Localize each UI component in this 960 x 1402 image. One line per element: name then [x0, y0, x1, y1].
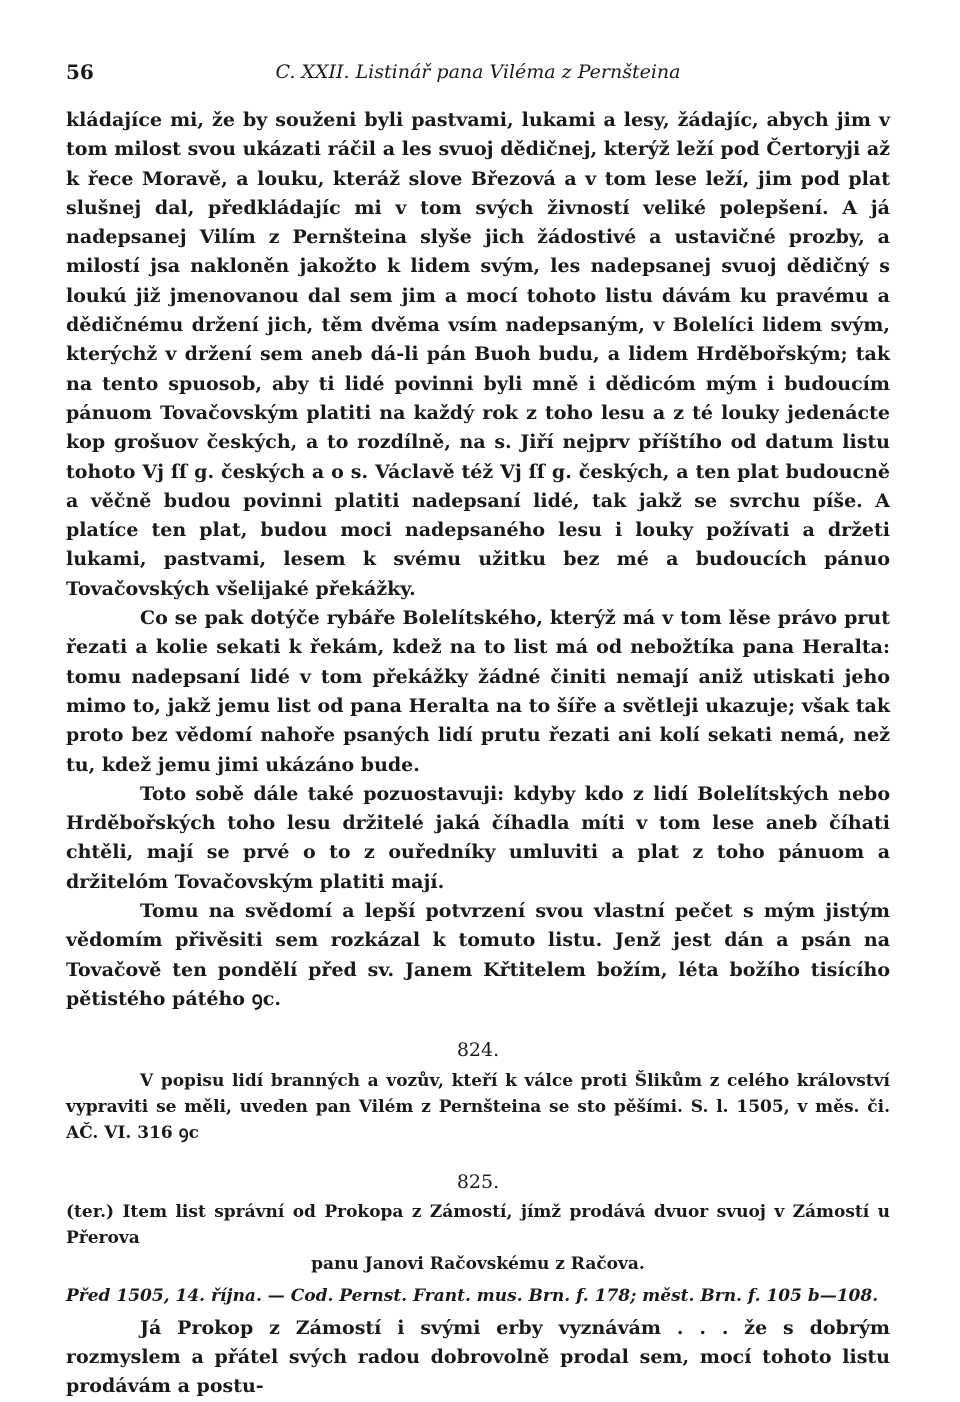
paragraph-continuation: kládajíce mi, že by souženi byli pastvami, lukami a lesy, žádajíc, abych jim v tom milost svou ukázati ráčil a les svuoj dědičnej, kterýž leží pod Čertoryji až k řece Moravě, a louku, kteráž slove Březová a v tom lese leží, jim pod plat slušnej dal, předkládajíc mi v tom svých živností veliké polepšení. A já nadepsanej Vilím z Pernšteina slyše jich žádostivé a ustavičné prozby, a milostí jsa nakloněn jakožto k lidem svým, les nadepsanej svuoj dědičný s loukú již jmenovanou dal sem jim a mocí tohoto listu dávám ku pravému a dědičnému držení jich, těm dvěma vsím nadepsaným, v Bolelíci lidem svým, kterýchž v držení sem aneb dá-li pán Buoh budu, a lidem Hrděbořským; tak na tento spuosob, aby ti lidé povinni byli mně i dědicóm mým i budoucím pánuom Tovačovským platiti na každý rok z toho lesu a z té louky jedenácte kop grošuov českých, a to rozdílně, na s. Jiří nejprv příštího od datum listu tohoto Vj ſſ g. českých a o s. Václavě též Vj ſſ g. českých, a ten plat budoucně a věčně budou povinni platiti nadepsaní lidé, tak jakž se svrchu píše. A platíce ten plat, budou moci nadepsaného lesu i louky požívati a držeti lukami, pastvami, lesem k svému užitku bez mé a budoucích pánuo Tovačovských všelijaké překážky.	[66, 109, 890, 600]
entry-825-regest-line-1: (ter.) Item list správní od Prokopa z Zámostí, jímž prodává dvuor svuoj v Zámostí u Přerova	[66, 1201, 890, 1248]
paragraph-reservation: Toto sobě dále také pozuostavuji: kdyby kdo z lidí Bolelítských nebo Hrděbořských toho lesu držitelé jaká číhadla míti v tom lese aneb číhati chtěli, mají se prvé o to z ouředníky umluviti a plat z toho pánuom a držitelóm Tovačovským platiti mají.	[66, 782, 890, 893]
entry-824-number: 824.	[456, 1039, 500, 1062]
entry-825-text: Já Prokop z Zámostí i svými erby vyznávám . . . že s dobrým rozmyslem a přátel svých radou dobrovolně prodal sem, mocí tohoto listu prodávám a postu-	[66, 1316, 890, 1398]
entry-825-number: 825.	[456, 1170, 500, 1193]
entry-825-source: Před 1505, 14. října. — Cod. Pernst. Frant. mus. Brn. f. 178; měst. Brn. f. 105 b—108.	[66, 1285, 879, 1306]
running-title: C. XXII. Listinář pana Viléma z Pernšteina	[275, 61, 681, 83]
page-header	[66, 58, 890, 94]
page-number: 56	[66, 60, 94, 84]
entry-825-regest-line-2: panu Janovi Račovskému z Račova.	[311, 1253, 645, 1274]
entry-824-regest: V popisu lidí branných a vozův, kteří k válce proti Šlikům z celého království vypraviti se měli, uveden pan Vilém z Pernšteina se sto pěšími. S. l. 1505, v měs. či. AČ. VI. 316 ꝯc	[66, 1070, 890, 1143]
paragraph-seal: Tomu na svědomí a lepší potvrzení svou vlastní pečet s mým jistým vědomím přivěsiti sem rozkázal k tomuto listu. Jenž jest dán a psán na Tovačově ten pondělí před sv. Janem Křtitelem božím, léta božího tisícího pětistého pátého ꝯc.	[66, 900, 890, 1010]
paragraph-fisherman: Co se pak dotýče rybáře Bolelítského, kterýž má v tom lěse právo prut řezati a kolie sekati k řekám, kdež na to list má od nebožtíka pana Heralta: tomu nadepsaní lidé v tom překážky žádné činiti nemají aniž utiskati jeho mimo to, jakž jemu list od pana Heralta na to šíře a světleji ukazuje; však tak proto bez vědomí nahoře psaných lidí prutu řezati ani kolí sekati nemá, než tu, kdež jemu jimi ukázáno bude.	[66, 607, 890, 776]
